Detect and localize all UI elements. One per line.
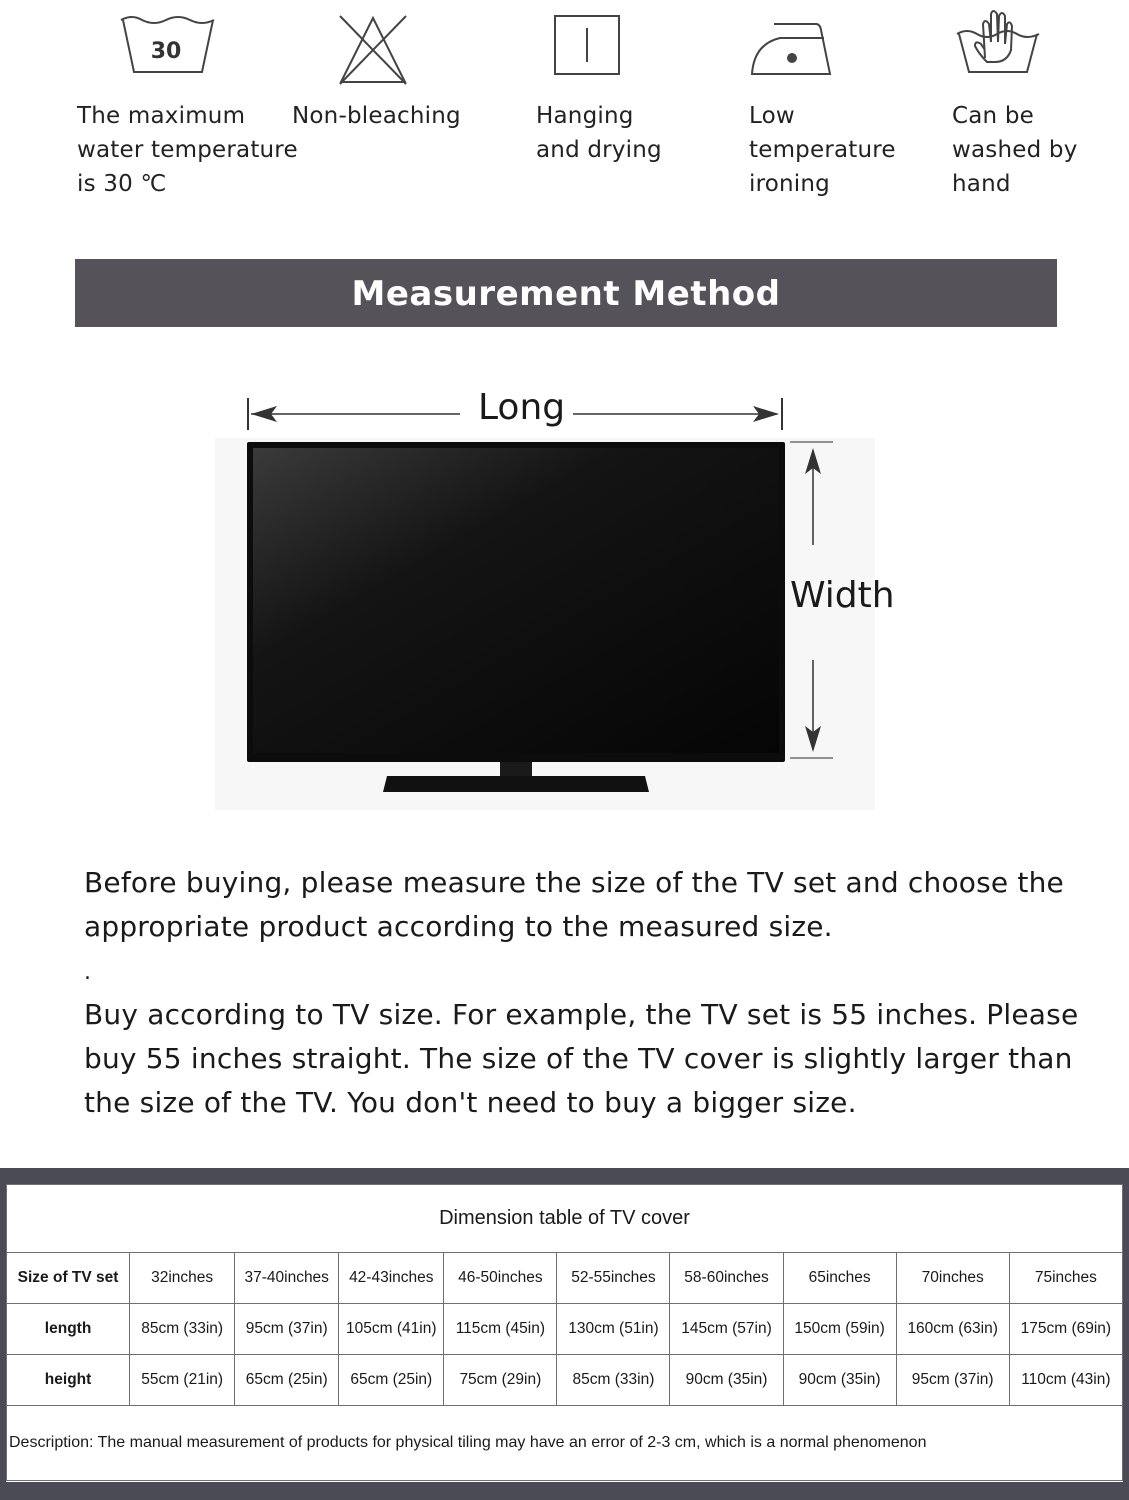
table-cell: 52-55inches [557, 1253, 670, 1304]
table-cell: 90cm (35in) [783, 1355, 896, 1406]
table-cell: 150cm (59in) [783, 1304, 896, 1355]
table-cell: 65cm (25in) [339, 1355, 444, 1406]
table-cell: 110cm (43in) [1009, 1355, 1122, 1406]
table-cell: 160cm (63in) [896, 1304, 1009, 1355]
tv-measurement-diagram [215, 380, 895, 810]
table-cell: 55cm (21in) [130, 1355, 235, 1406]
table-cell: 42-43inches [339, 1253, 444, 1304]
measurement-method-banner: Measurement Method [75, 259, 1057, 327]
table-cell: 90cm (35in) [670, 1355, 783, 1406]
table-cell: 95cm (37in) [235, 1304, 339, 1355]
table-cell: 130cm (51in) [557, 1304, 670, 1355]
svg-text:30: 30 [150, 39, 182, 64]
dimension-table [6, 1184, 1123, 1481]
tv-illustration [215, 380, 875, 810]
table-row-length [7, 1304, 1123, 1355]
table-cell: 58-60inches [670, 1253, 783, 1304]
table-cell: 32inches [130, 1253, 235, 1304]
row-header-size: Size of TV set [7, 1253, 130, 1304]
care-label-hand-wash: Can be washed by hand [952, 103, 1078, 197]
table-title: Dimension table of TV cover [7, 1185, 1123, 1253]
table-cell: 85cm (33in) [557, 1355, 670, 1406]
table-row-size [7, 1253, 1123, 1304]
hand-wash-icon [955, 4, 1041, 76]
table-cell: 85cm (33in) [130, 1304, 235, 1355]
low-iron-icon [750, 14, 832, 76]
table-cell: 115cm (45in) [444, 1304, 557, 1355]
wash-30-icon [118, 12, 218, 76]
hang-dry-icon [553, 14, 621, 76]
table-cell: 105cm (41in) [339, 1304, 444, 1355]
table-cell: 70inches [896, 1253, 1009, 1304]
table-cell: 145cm (57in) [670, 1304, 783, 1355]
table-description: Description: The manual measurement of products for physical tiling may have an error of 2-3 cm, which is a normal phenomenon [7, 1406, 1123, 1481]
table-cell: 95cm (37in) [896, 1355, 1009, 1406]
measure-instruction-text: Before buying, please measure the size of the TV set and choose the appropriate product according to the measured size. [84, 866, 1064, 943]
table-cell: 75inches [1009, 1253, 1122, 1304]
long-dimension-label: Long [470, 388, 573, 428]
dimension-table-frame [0, 1168, 1129, 1500]
table-cell: 75cm (29in) [444, 1355, 557, 1406]
care-label-hang-dry: Hanging and drying [536, 103, 662, 163]
separator-dot: . [84, 960, 91, 985]
table-cell: 175cm (69in) [1009, 1304, 1122, 1355]
care-label-wash-30: The maximum water temperature is 30 ℃ [77, 103, 298, 197]
buying-advice-text: Buy according to TV size. For example, the TV set is 55 inches. Please buy 55 inches straight. The size of the TV cover is slightly larger than the size of the TV. You don't need to buy a bigger size. [84, 998, 1079, 1119]
no-bleach-icon [336, 12, 410, 86]
care-label-low-iron: Low temperature ironing [749, 103, 896, 197]
dimension-table-container [6, 1184, 1123, 1482]
width-dimension-label: Width [790, 575, 895, 616]
table-cell: 46-50inches [444, 1253, 557, 1304]
table-cell: 65cm (25in) [235, 1355, 339, 1406]
table-cell: 65inches [783, 1253, 896, 1304]
row-header-length: length [7, 1304, 130, 1355]
table-row-height [7, 1355, 1123, 1406]
table-cell: 37-40inches [235, 1253, 339, 1304]
row-header-height: height [7, 1355, 130, 1406]
care-label-no-bleach: Non-bleaching [292, 103, 461, 129]
